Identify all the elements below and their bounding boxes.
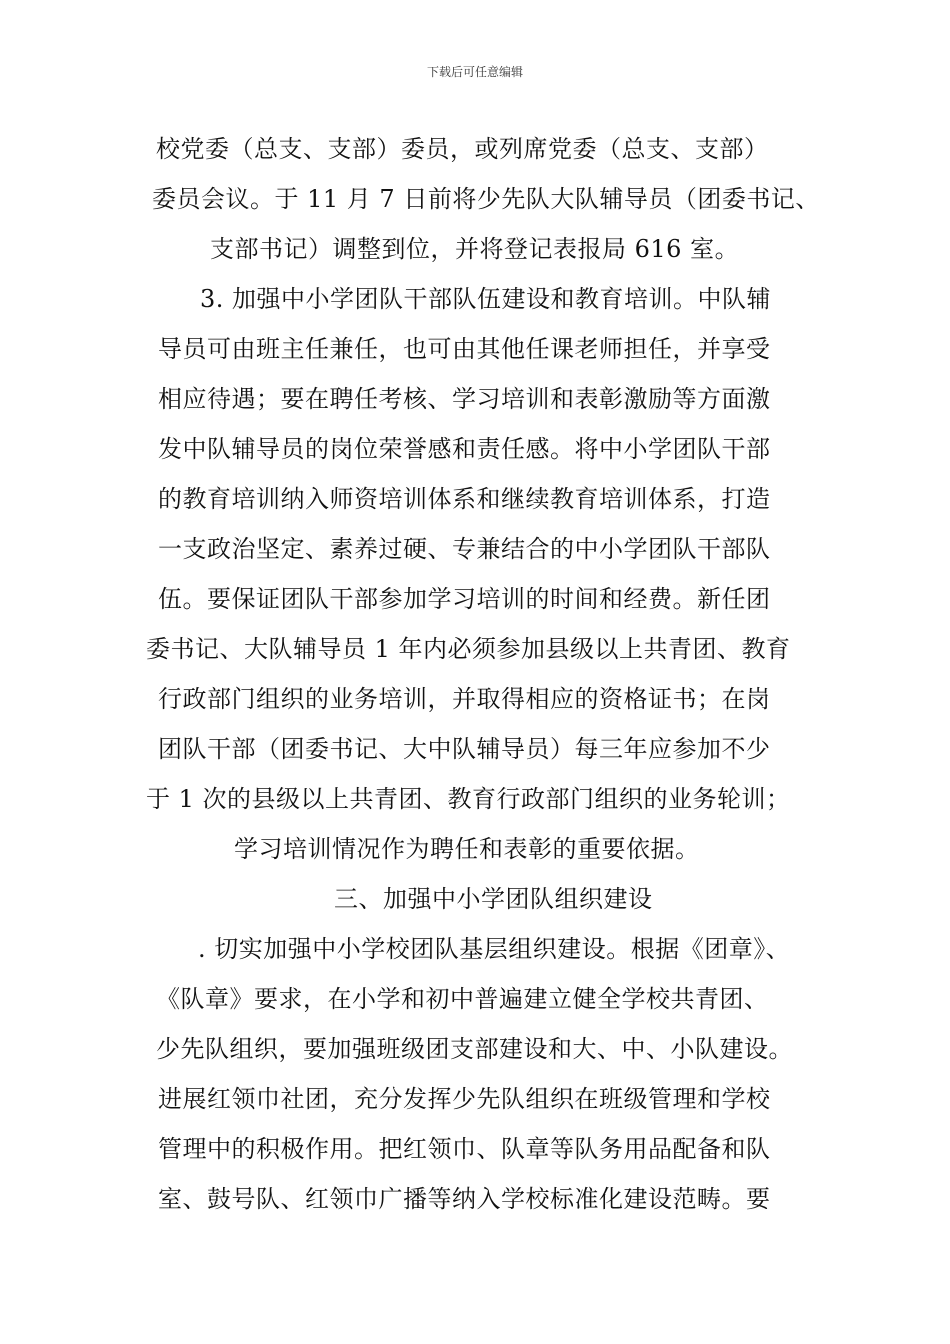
text-line: . 切实加强中小学校团队基层组织建设。根据《团章》、 [198,935,791,963]
text-line: 的教育培训纳入师资培训体系和继续教育培训体系，打造 [158,485,771,513]
text-line: 行政部门组织的业务培训，并取得相应的资格证书；在岗 [158,685,771,713]
text-line: 3. 加强中小学团队干部队伍建设和教育培训。中队辅 [200,285,772,313]
text-line: 委书记、大队辅导员 1 年内必须参加县级以上共青团、教育 [146,635,791,663]
text-line: 进展红领巾社团，充分发挥少先队组织在班级管理和学校 [158,1085,771,1113]
text-line: 于 1 次的县级以上共青团、教育行政部门组织的业务轮训； [146,785,791,813]
text-line: 相应待遇；要在聘任考核、学习培训和表彰激励等方面激 [158,385,771,413]
text-line: 发中队辅导员的岗位荣誉感和责任感。将中小学团队干部 [158,435,771,463]
text-line: 少先队组织，要加强班级团支部建设和大、中、小队建设。 [156,1035,793,1063]
text-line: 室、鼓号队、红领巾广播等纳入学校标准化建设范畴。要 [158,1185,771,1213]
text-line: 学习培训情况作为聘任和表彰的重要依据。 [234,835,700,863]
text-line: 导员可由班主任兼任，也可由其他任课老师担任，并享受 [158,335,771,363]
section-heading: 三、加强中小学团队组织建设 [334,885,653,913]
text-line: 团队干部（团委书记、大中队辅导员）每三年应参加不少 [158,735,771,763]
text-line: 伍。要保证团队干部参加学习培训的时间和经费。新任团 [158,585,771,613]
text-line: 管理中的积极作用。把红领巾、队章等队务用品配备和队 [158,1135,771,1163]
text-line: 委员会议。于 11 月 7 日前将少先队大队辅导员（团委书记、 [152,185,820,213]
text-line: 一支政治坚定、素养过硬、专兼结合的中小学团队干部队 [158,535,771,563]
page-header-note: 下载后可任意编辑 [426,65,523,79]
text-line: 支部书记）调整到位，并将登记表报局 616 室。 [210,235,740,263]
text-line: 《队章》要求，在小学和初中普遍建立健全学校共青团、 [156,985,769,1013]
text-line: 校党委（总支、支部）委员，或列席党委（总支、支部） [156,135,769,163]
